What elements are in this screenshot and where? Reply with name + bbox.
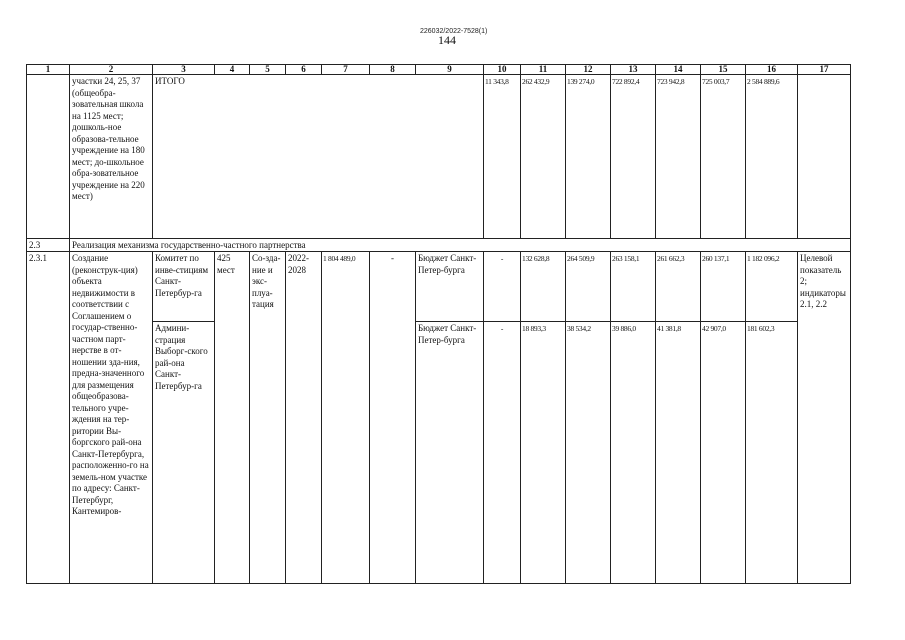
cell-value: 2 584 889,6 [746, 75, 798, 239]
header-cell: 7 [322, 65, 370, 75]
header-cell: 8 [370, 65, 416, 75]
cell-value: 181 602,3 [746, 322, 798, 584]
item-source: Бюджет Санкт-Петер-бурга [416, 252, 484, 322]
section-title: Реализация механизма государственно-частного партнерства [70, 239, 851, 252]
item-executor: Админи-страция Выборг-ского рай-она Санкт-Петербур-га [153, 322, 215, 584]
item-name: Создание (реконструк-ция) объекта недвижимости в соответствии с Соглашением о государ-ственно-частном парт-нерстве в от-ношении зда-ния, предна-значенного для размещения общеобразова-тельного учре-ждения на тер-ритории Вы-боргского рай-она Санкт-Петербурга, расположенно-го на земель-ном участке по адресу: Санкт-Петербург, Кантемиров- [70, 252, 153, 584]
header-cell: 1 [27, 65, 70, 75]
cell-value: 139 274,0 [566, 75, 611, 239]
program-table [26, 64, 851, 584]
header-cell: 12 [566, 65, 611, 75]
header-cell: 3 [153, 65, 215, 75]
registration-stamp: 226032/2022-7528(1) [420, 28, 488, 35]
item-source: Бюджет Санкт-Петер-бурга [416, 322, 484, 584]
item-col8: - [370, 252, 416, 584]
table-row-item-budget-1 [27, 252, 851, 322]
cell-value: 260 137,1 [701, 252, 746, 322]
cell-description: участки 24, 25, 37 (общеобра-зовательная школа на 1125 мест; дошколь-ное образова-тельное учреждение на 180 мест; до-школьное обра-зовательное учреждение на 220 мест) [70, 75, 153, 239]
header-cell: 2 [70, 65, 153, 75]
item-cost: 1 804 489,0 [322, 252, 370, 584]
cell-value: - [484, 322, 521, 584]
header-cell: 6 [286, 65, 322, 75]
cell-value: - [484, 252, 521, 322]
header-row [27, 65, 851, 75]
cell-value: 39 886,0 [611, 322, 656, 584]
cell-value: 261 662,3 [656, 252, 701, 322]
cell-value: 722 892,4 [611, 75, 656, 239]
cell-itogo-label: ИТОГО [153, 75, 484, 239]
header-cell: 15 [701, 65, 746, 75]
cell-value: 42 907,0 [701, 322, 746, 584]
cell-value: 132 628,8 [521, 252, 566, 322]
cell-value: 264 509,9 [566, 252, 611, 322]
header-cell: 10 [484, 65, 521, 75]
cell-value: 262 432,9 [521, 75, 566, 239]
page-number: 144 [438, 33, 456, 47]
cell-value: 725 003,7 [701, 75, 746, 239]
header-cell: 5 [250, 65, 286, 75]
cell-empty [798, 75, 851, 239]
header-cell: 14 [656, 65, 701, 75]
header-cell: 9 [416, 65, 484, 75]
cell-value: 18 893,3 [521, 322, 566, 584]
cell-value: 263 158,1 [611, 252, 656, 322]
cell-value: 11 343,8 [484, 75, 521, 239]
item-executor: Комитет по инве-стициям Санкт-Петербур-га [153, 252, 215, 322]
table-row-itogo [27, 75, 851, 239]
section-row [27, 239, 851, 252]
cell-value: 1 182 096,2 [746, 252, 798, 322]
header-cell: 17 [798, 65, 851, 75]
cell-value: 723 942,8 [656, 75, 701, 239]
item-stage: Со-зда-ние и экс-плуа-тация [250, 252, 286, 584]
cell-value: 41 381,8 [656, 322, 701, 584]
cell-value: 38 534,2 [566, 322, 611, 584]
section-code: 2.3 [27, 239, 70, 252]
item-code: 2.3.1 [27, 252, 70, 584]
header-cell: 13 [611, 65, 656, 75]
cell-empty [27, 75, 70, 239]
item-capacity: 425 мест [215, 252, 250, 584]
item-period: 2022-2028 [286, 252, 322, 584]
header-cell: 4 [215, 65, 250, 75]
header-cell: 11 [521, 65, 566, 75]
header-cell: 16 [746, 65, 798, 75]
item-target: Целевой показатель 2; индикаторы 2.1, 2.2 [798, 252, 851, 584]
